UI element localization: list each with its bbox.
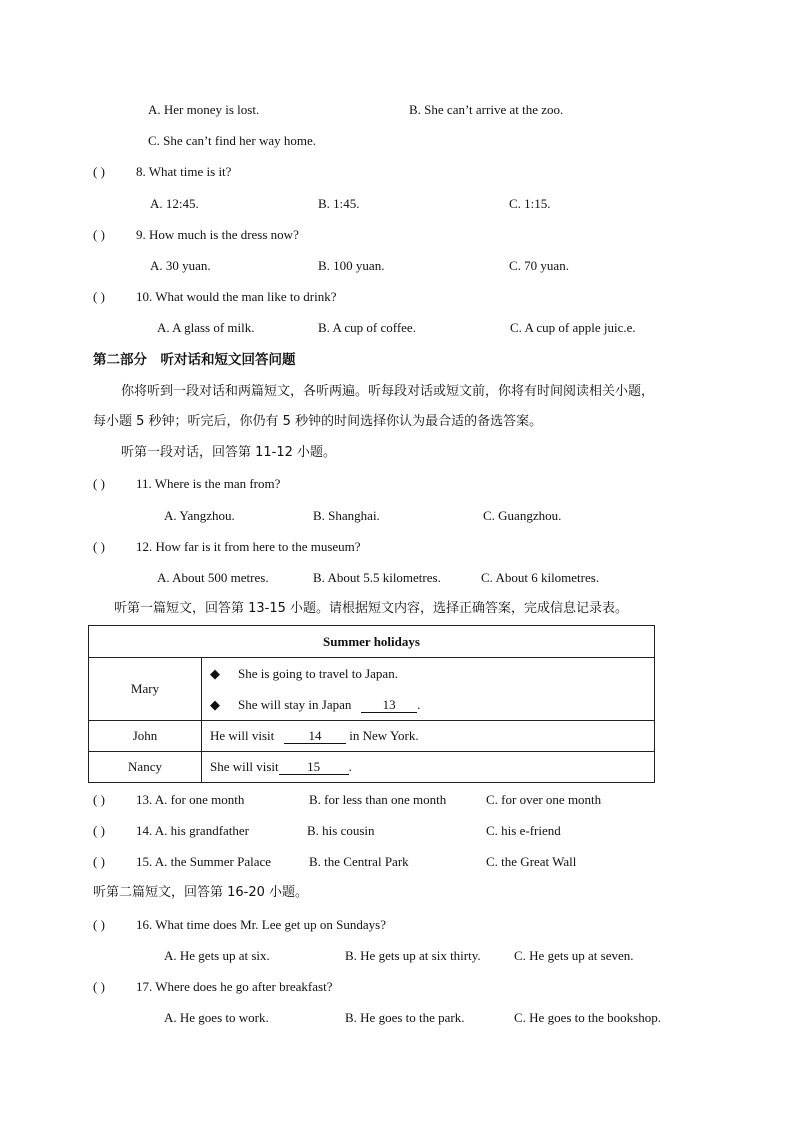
q8-stem: 8. What time is it?: [136, 164, 232, 179]
q9-option-a: A. 30 yuan.: [150, 258, 211, 273]
q13-option-b: B. for less than one month: [309, 792, 447, 807]
q10-stem: 10. What would the man like to drink?: [136, 289, 337, 304]
q17-option-b: B. He goes to the park.: [345, 1010, 465, 1025]
q11-stem: 11. Where is the man from?: [136, 476, 281, 491]
q11-option-a: A. Yangzhou.: [164, 508, 235, 523]
passage2-instruction: 听第二篇短文，回答第 16-20 小题。: [93, 885, 309, 900]
part2-intro-line1: 你将听到一段对话和两篇短文，各听两遍。听每段对话或短文前，你将有时间阅读相关小题，: [121, 384, 655, 399]
part2-intro-line2: 每小题 5 秒钟；听完后，你仍有 5 秒钟的时间选择你认为最合适的备选答案。: [93, 414, 543, 429]
q10-option-c: C. A cup of apple juic.e.: [510, 320, 636, 335]
q15-answer-paren[interactable]: ( ): [93, 854, 105, 869]
diamond-bullet-icon: ◆: [210, 666, 220, 681]
passage1-instruction: 听第一篇短文，回答第 13-15 小题。请根据短文内容，选择正确答案，完成信息记录表。: [114, 601, 629, 616]
blank-13[interactable]: 13: [361, 698, 417, 713]
q12-option-a: A. About 500 metres.: [157, 570, 269, 585]
table-cell-john: [202, 721, 655, 752]
q8-answer-paren[interactable]: ( ): [93, 164, 105, 179]
q9-answer-paren[interactable]: ( ): [93, 227, 105, 242]
table-cell-nancy: [202, 752, 655, 783]
q9-option-b: B. 100 yuan.: [318, 258, 385, 273]
mary-line2-pre: She will stay in Japan: [238, 697, 355, 712]
dialogue-instruction: 听第一段对话，回答第 11-12 小题。: [121, 445, 337, 460]
q11-option-b: B. Shanghai.: [313, 508, 380, 523]
table-name-mary: Mary: [89, 658, 202, 721]
john-post: in New York.: [346, 728, 419, 743]
q10-answer-paren[interactable]: ( ): [93, 289, 105, 304]
q14-stem: 14. A. his grandfather: [136, 823, 250, 838]
nancy-post: .: [348, 759, 352, 774]
q17-option-c: C. He goes to the bookshop.: [514, 1010, 661, 1025]
q17-option-a: A. He goes to work.: [164, 1010, 269, 1025]
nancy-pre: She will visit: [210, 759, 279, 774]
q15-option-c: C. the Great Wall: [486, 854, 577, 869]
q8-option-a: A. 12:45.: [150, 196, 199, 211]
diamond-bullet-icon: ◆: [210, 697, 220, 712]
q12-answer-paren[interactable]: ( ): [93, 539, 105, 554]
q9-option-c: C. 70 yuan.: [509, 258, 569, 273]
q8-option-c: C. 1:15.: [509, 196, 551, 211]
q12-stem: 12. How far is it from here to the museum?: [136, 539, 361, 554]
blank-14[interactable]: 14: [284, 729, 346, 744]
john-pre: He will visit: [210, 728, 278, 743]
q7-option-c: C. She can’t find her way home.: [148, 133, 316, 148]
q9-stem: 9. How much is the dress now?: [136, 227, 299, 242]
q16-option-c: C. He gets up at seven.: [514, 948, 634, 963]
q16-option-a: A. He gets up at six.: [164, 948, 270, 963]
q11-option-c: C. Guangzhou.: [483, 508, 562, 523]
mary-line2-post: .: [417, 697, 421, 712]
q13-answer-paren[interactable]: ( ): [93, 792, 105, 807]
q7-option-a: A. Her money is lost.: [148, 102, 260, 117]
q16-stem: 16. What time does Mr. Lee get up on Sundays?: [136, 917, 386, 932]
table-name-john: John: [89, 721, 202, 752]
q12-option-b: B. About 5.5 kilometres.: [313, 570, 441, 585]
q14-option-c: C. his e-friend: [486, 823, 561, 838]
q13-stem: 13. A. for one month: [136, 792, 245, 807]
q14-answer-paren[interactable]: ( ): [93, 823, 105, 838]
q8-option-b: B. 1:45.: [318, 196, 360, 211]
q15-option-b: B. the Central Park: [309, 854, 409, 869]
q11-answer-paren[interactable]: ( ): [93, 476, 105, 491]
part2-title: 第二部分 听对话和短文回答问题: [93, 352, 296, 368]
q17-answer-paren[interactable]: ( ): [93, 979, 105, 994]
q13-option-c: C. for over one month: [486, 792, 602, 807]
q12-option-c: C. About 6 kilometres.: [481, 570, 600, 585]
summer-holidays-table: [88, 625, 655, 783]
blank-15[interactable]: 15: [279, 760, 349, 775]
table-name-nancy: Nancy: [89, 752, 202, 783]
q7-option-b: B. She can’t arrive at the zoo.: [409, 102, 564, 117]
q10-option-b: B. A cup of coffee.: [318, 320, 416, 335]
mary-line1: She is going to travel to Japan.: [238, 666, 398, 681]
table-cell-mary: [202, 658, 655, 721]
q16-option-b: B. He gets up at six thirty.: [345, 948, 481, 963]
q14-option-b: B. his cousin: [307, 823, 375, 838]
q16-answer-paren[interactable]: ( ): [93, 917, 105, 932]
table-header: Summer holidays: [89, 626, 655, 658]
q17-stem: 17. Where does he go after breakfast?: [136, 979, 333, 994]
q10-option-a: A. A glass of milk.: [157, 320, 255, 335]
q15-stem: 15. A. the Summer Palace: [136, 854, 272, 869]
